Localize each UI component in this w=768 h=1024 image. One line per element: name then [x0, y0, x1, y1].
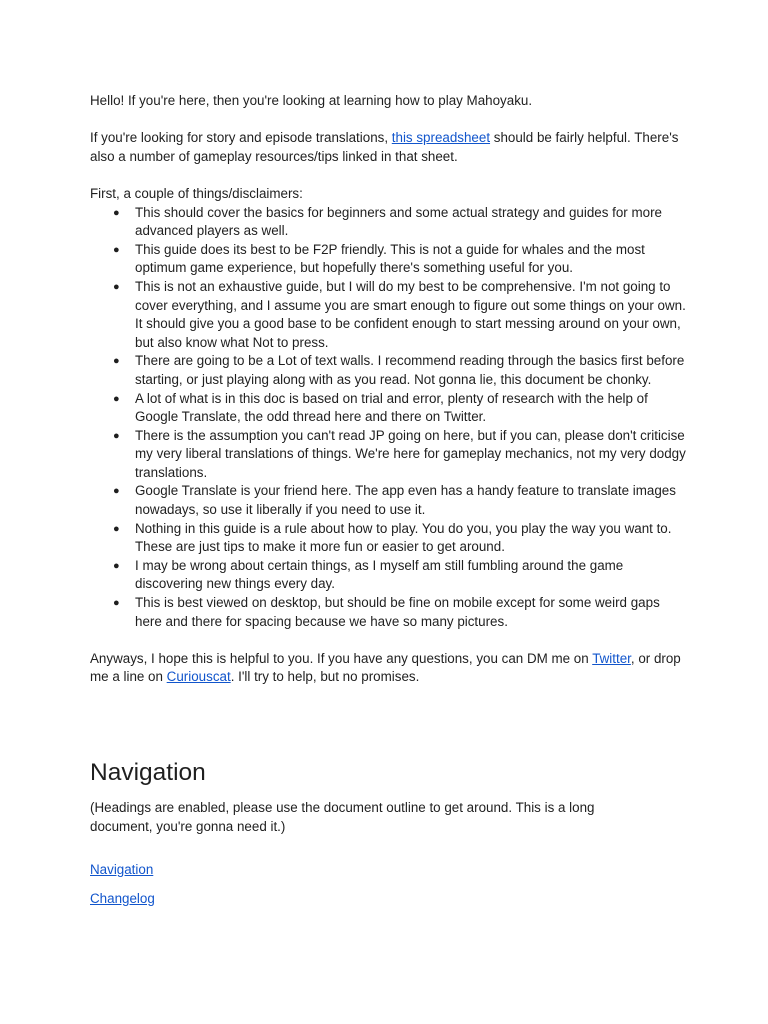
document-body	[90, 92, 690, 687]
twitter-link[interactable]: Twitter	[592, 650, 631, 666]
list-item-text: Google Translate is your friend here. The app even has a handy feature to translate images nowadays, so use it liberally if you need to use it.	[135, 483, 676, 518]
bullet-icon: ●	[113, 597, 120, 610]
list-item-text: There is the assumption you can't read JP going on here, but if you can, please don't criticise my very liberal translations of things. We're here for gameplay mechanics, not my very dodgy translations.	[135, 427, 686, 480]
spreadsheet-link[interactable]: this spreadsheet	[391, 130, 491, 146]
list-item-text: I may be wrong about certain things, as I myself am still fumbling around the game discovering new things every day.	[135, 557, 624, 592]
bullet-icon: ●	[113, 243, 120, 256]
list-item	[90, 352, 690, 389]
nav-link-navigation[interactable]: Navigation	[90, 862, 154, 877]
list-item	[90, 427, 690, 483]
list-item	[90, 204, 690, 241]
list-item	[90, 557, 690, 594]
list-item	[90, 482, 690, 519]
list-item-text: There are going to be a Lot of text walls. I recommend reading through the basics first before starting, or just playing along with as you read. Not gonna lie, this document be chonky.	[135, 353, 685, 387]
navigation-note: (Headings are enabled, please use the document outline to get around. This is a long document, you're gonna need it.)	[90, 800, 595, 834]
bullet-icon: ●	[113, 355, 120, 368]
bullet-icon: ●	[113, 280, 120, 293]
disclaimers-intro: First, a couple of things/disclaimers:	[90, 185, 303, 201]
disclaimers-list	[90, 204, 690, 632]
translations-text-before: If you're looking for story and episode translations,	[90, 130, 392, 146]
intro-paragraph: Hello! If you're here, then you're looking at learning how to play Mahoyaku.	[90, 93, 533, 108]
list-item	[90, 594, 690, 631]
bullet-icon: ●	[113, 522, 120, 535]
bullet-icon: ●	[113, 485, 120, 498]
closing-paragraph	[90, 650, 690, 687]
list-item-text: This should cover the basics for beginners and some actual strategy and guides for more advanced players as well.	[135, 204, 662, 239]
bullet-icon: ●	[113, 206, 120, 219]
navigation-links	[90, 861, 155, 919]
curiouscat-link[interactable]: Curiouscat	[166, 669, 231, 685]
list-item-text: A lot of what is in this doc is based on trial and error, plenty of research with the help of Google Translate, the odd thread here and there on Twitter.	[135, 390, 648, 425]
list-item	[90, 390, 690, 427]
list-item-text: This is not an exhaustive guide, but I will do my best to be comprehensive. I'm not going to cover everything, and I assume you are smart enough to figure out some things on your own. It should give you a good base to be confident enough to start messing around on your own, but also know what Not to press.	[135, 278, 686, 350]
list-item	[90, 241, 690, 278]
closing-text-after: . I'll try to help, but no promises.	[230, 669, 420, 685]
list-item	[90, 520, 690, 557]
closing-text-before: Anyways, I hope this is helpful to you. If you have any questions, you can DM me on	[90, 650, 593, 666]
list-item-text: This guide does its best to be F2P friendly. This is not a guide for whales and the most optimum game experience, but hopefully there's something useful for you.	[135, 241, 645, 276]
closing-text-middle: , or drop me a line on	[90, 650, 681, 685]
translations-text-after: should be fairly helpful. There's also a number of gameplay resources/tips linked in that sheet.	[90, 130, 679, 164]
bullet-icon: ●	[113, 429, 120, 442]
list-item	[90, 278, 690, 352]
bullet-icon: ●	[113, 559, 120, 572]
list-item-text: Nothing in this guide is a rule about how to play. You do you, you play the way you want to. These are just tips to make it more fun or easier to get around.	[135, 520, 672, 555]
list-item-text: This is best viewed on desktop, but should be fine on mobile except for some weird gaps here and there for spacing because we have so many pictures.	[135, 595, 660, 629]
nav-link-changelog[interactable]: Changelog	[90, 891, 155, 906]
bullet-icon: ●	[113, 392, 120, 405]
navigation-heading: Navigation	[90, 759, 206, 786]
translations-paragraph	[90, 129, 690, 166]
